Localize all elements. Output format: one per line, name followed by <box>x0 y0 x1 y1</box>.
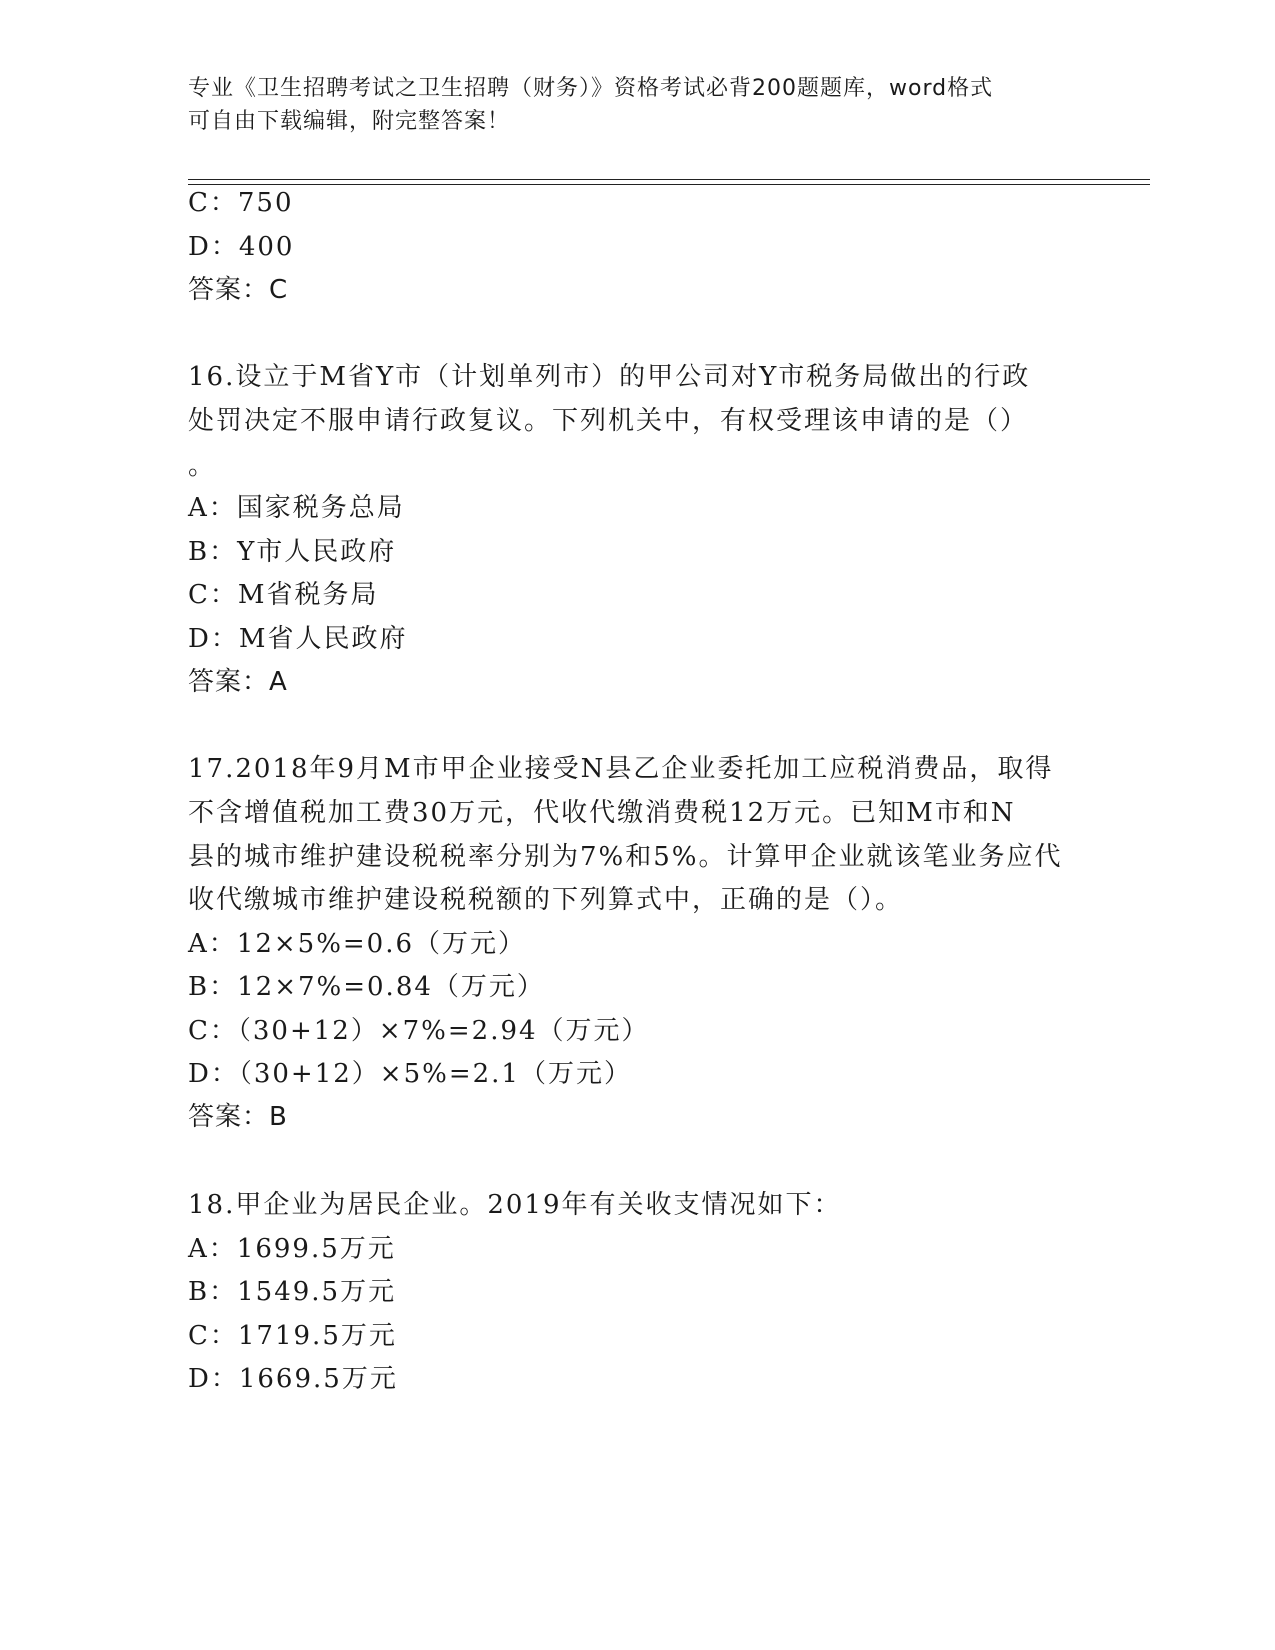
q17-stem-line4: 收代缴城市维护建设税税额的下列算式中，正确的是（）。 <box>188 885 904 915</box>
q18-option-a: A：1699.5万元 <box>188 1234 396 1264</box>
q15-answer: 答案：C <box>188 275 289 305</box>
header-divider-top <box>188 179 1150 180</box>
q16-answer: 答案：A <box>188 667 288 697</box>
q17-option-d: D：（30+12）×5%=2.1（万元） <box>188 1059 632 1089</box>
q16-stem-line3: 。 <box>188 451 217 481</box>
q16-option-b: B：Y市人民政府 <box>188 537 397 567</box>
q18-option-c: C：1719.5万元 <box>188 1321 397 1351</box>
header-subtitle-line: 可自由下载编辑，附完整答案！ <box>188 109 511 134</box>
q18-option-d: D：1669.5万元 <box>188 1364 398 1394</box>
header-divider-bottom <box>188 184 1150 185</box>
q16-option-c: C：M省税务局 <box>188 580 379 610</box>
q16-option-d: D：M省人民政府 <box>188 624 408 654</box>
document-header <box>188 72 1088 138</box>
q15-option-c: C：750 <box>188 188 294 218</box>
q16-stem-line2: 处罚决定不服申请行政复议。下列机关中，有权受理该申请的是（） <box>188 406 1029 436</box>
q17-stem-line2: 不含增值税加工费30万元，代收代缴消费税12万元。已知M市和N <box>188 798 1016 828</box>
q17-stem-line3: 县的城市维护建设税税率分别为7%和5%。计算甲企业就该笔业务应代 <box>188 842 1063 872</box>
header-title-line: 专业《卫生招聘考试之卫生招聘（财务）》资格考试必背200题题库，word格式 <box>188 76 994 101</box>
q15-option-d: D：400 <box>188 232 295 262</box>
q17-answer: 答案：B <box>188 1102 288 1132</box>
q16-option-a: A：国家税务总局 <box>188 493 405 523</box>
q16-stem-line1: 16.设立于M省Y市（计划单列市）的甲公司对Y市税务局做出的行政 <box>188 362 1031 392</box>
q17-option-c: C：（30+12）×7%=2.94（万元） <box>188 1016 650 1046</box>
q17-option-a: A：12×5%=0.6（万元） <box>188 929 527 959</box>
q18-stem-line1: 18.甲企业为居民企业。2019年有关收支情况如下： <box>188 1190 842 1220</box>
q17-stem-line1: 17.2018年9月M市甲企业接受N县乙企业委托加工应税消费品，取得 <box>188 754 1054 784</box>
q18-option-b: B：1549.5万元 <box>188 1277 397 1307</box>
q17-option-b: B：12×7%=0.84（万元） <box>188 972 545 1002</box>
